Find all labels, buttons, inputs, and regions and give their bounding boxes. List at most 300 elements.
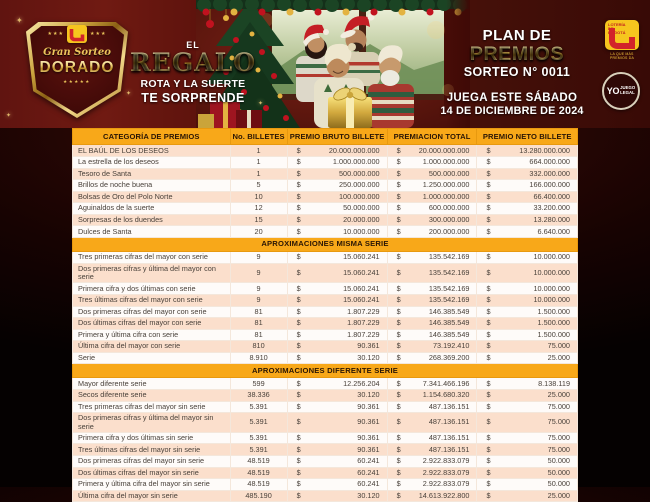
amount-value: 1.000.000.000 bbox=[332, 157, 380, 167]
currency-symbol: $ bbox=[486, 433, 491, 443]
tickets-cell: 1 bbox=[230, 156, 287, 168]
tickets-cell: 9 bbox=[230, 251, 287, 263]
prize-row bbox=[73, 156, 578, 168]
amount-value: 10.000.000 bbox=[533, 283, 570, 293]
amount-value: 10.000.000 bbox=[533, 252, 570, 262]
badge-script-text: Gran Sorteo bbox=[43, 47, 111, 58]
currency-symbol: $ bbox=[396, 267, 401, 277]
category-cell: Secos diferente serie bbox=[73, 389, 231, 401]
net-prize-cell bbox=[477, 444, 578, 456]
total-prize-cell bbox=[387, 294, 477, 306]
category-cell: Dos primeras cifras del mayor con serie bbox=[73, 306, 231, 318]
loteria-de-bogota-logo bbox=[602, 20, 642, 60]
prize-row bbox=[73, 214, 578, 226]
net-prize-cell bbox=[477, 168, 578, 180]
amount-value: 1.250.000.000 bbox=[422, 180, 470, 190]
currency-symbol: $ bbox=[486, 353, 491, 362]
amount-value: 664.000.000 bbox=[529, 157, 570, 167]
amount-value: 13.280.000 bbox=[533, 215, 570, 225]
sparkle-icon: ✦ bbox=[16, 16, 23, 25]
loteria-logo-name: LOTERÍA DE BOGOTÁ bbox=[608, 22, 626, 36]
total-prize-cell bbox=[387, 168, 477, 180]
tickets-cell: 81 bbox=[230, 318, 287, 330]
currency-symbol: $ bbox=[296, 318, 301, 328]
tickets-cell: 38.336 bbox=[230, 389, 287, 401]
amount-value: 146.385.549 bbox=[428, 318, 470, 328]
amount-value: 500.000.000 bbox=[339, 168, 380, 178]
gross-prize-cell bbox=[287, 226, 387, 238]
category-cell: Última cifra del mayor sin serie bbox=[73, 490, 231, 502]
net-prize-cell bbox=[477, 456, 578, 468]
currency-symbol: $ bbox=[486, 283, 491, 293]
legal-badge-juego: JUEGO bbox=[620, 85, 636, 91]
currency-symbol: $ bbox=[486, 295, 491, 305]
total-prize-cell bbox=[387, 352, 477, 364]
tickets-cell: 1 bbox=[230, 145, 287, 157]
yo-juego-legal-badge bbox=[602, 72, 640, 110]
tickets-cell: 9 bbox=[230, 263, 287, 283]
currency-symbol: $ bbox=[296, 479, 301, 489]
plan-line2: PREMIOS bbox=[452, 44, 582, 64]
currency-symbol: $ bbox=[396, 191, 401, 201]
amount-value: 135.542.169 bbox=[428, 252, 470, 262]
currency-symbol: $ bbox=[396, 490, 401, 500]
badge-stars-right: ★★★ bbox=[90, 30, 107, 37]
currency-symbol: $ bbox=[396, 353, 401, 362]
amount-value: 12.256.204 bbox=[343, 378, 380, 388]
amount-value: 146.385.549 bbox=[428, 306, 470, 316]
currency-symbol: $ bbox=[396, 306, 401, 316]
gross-prize-cell bbox=[287, 191, 387, 203]
tagline-el: EL bbox=[186, 40, 200, 50]
category-cell: Brillos de noche buena bbox=[73, 180, 231, 192]
schedule-line1: JUEGA ESTE SÁBADO bbox=[446, 92, 578, 104]
category-cell: Mayor diferente serie bbox=[73, 378, 231, 390]
category-cell: Tesoro de Santa bbox=[73, 168, 231, 180]
amount-value: 300.000.000 bbox=[428, 215, 470, 225]
amount-value: 90.361 bbox=[357, 341, 380, 351]
net-prize-cell bbox=[477, 226, 578, 238]
amount-value: 25.000 bbox=[547, 353, 570, 362]
currency-symbol: $ bbox=[296, 306, 301, 316]
amount-value: 25.000 bbox=[547, 390, 570, 400]
currency-symbol: $ bbox=[396, 378, 401, 388]
amount-value: 2.922.833.079 bbox=[422, 467, 470, 477]
net-prize-cell bbox=[477, 490, 578, 502]
net-prize-cell bbox=[477, 156, 578, 168]
net-prize-cell bbox=[477, 306, 578, 318]
category-cell: Dos primeras cifras y última del mayor con serie bbox=[73, 263, 231, 283]
category-cell: Primera cifra y dos últimas con serie bbox=[73, 283, 231, 295]
legal-badge-yo: YO bbox=[606, 86, 620, 96]
amount-value: 135.542.169 bbox=[428, 295, 470, 305]
currency-symbol: $ bbox=[296, 433, 301, 443]
total-prize-cell bbox=[387, 490, 477, 502]
tickets-cell: 48.519 bbox=[230, 479, 287, 491]
total-prize-cell bbox=[387, 203, 477, 215]
amount-value: 8.138.119 bbox=[538, 378, 570, 388]
category-cell: EL BAÚL DE LOS DESEOS bbox=[73, 145, 231, 157]
category-cell: Sorpresas de los duendes bbox=[73, 214, 231, 226]
amount-value: 73.192.410 bbox=[432, 341, 470, 351]
total-prize-cell bbox=[387, 306, 477, 318]
amount-value: 50.000.000 bbox=[343, 203, 380, 213]
currency-symbol: $ bbox=[396, 444, 401, 454]
amount-value: 90.361 bbox=[357, 401, 380, 411]
prize-table-head-row bbox=[73, 129, 578, 145]
total-prize-cell bbox=[387, 479, 477, 491]
prize-row bbox=[73, 168, 578, 180]
total-prize-cell bbox=[387, 467, 477, 479]
prize-row bbox=[73, 180, 578, 192]
gross-prize-cell bbox=[287, 401, 387, 413]
prize-plan bbox=[72, 128, 578, 502]
category-cell: Tres primeras cifras del mayor con serie bbox=[73, 251, 231, 263]
amount-value: 10.000.000 bbox=[343, 226, 380, 236]
currency-symbol: $ bbox=[486, 145, 491, 155]
prize-table bbox=[72, 128, 578, 502]
currency-symbol: $ bbox=[296, 341, 301, 351]
currency-symbol: $ bbox=[486, 203, 491, 213]
gross-prize-cell bbox=[287, 294, 387, 306]
total-prize-cell bbox=[387, 318, 477, 330]
gross-prize-cell bbox=[287, 251, 387, 263]
currency-symbol: $ bbox=[486, 329, 491, 339]
tickets-cell: 5.391 bbox=[230, 401, 287, 413]
badge-stars-left: ★★★ bbox=[47, 30, 64, 37]
category-cell: Dulces de Santa bbox=[73, 226, 231, 238]
gross-prize-cell bbox=[287, 413, 387, 433]
currency-symbol: $ bbox=[486, 479, 491, 489]
tickets-cell: 15 bbox=[230, 214, 287, 226]
currency-symbol: $ bbox=[396, 417, 401, 427]
gross-prize-cell bbox=[287, 490, 387, 502]
tickets-cell: 81 bbox=[230, 306, 287, 318]
currency-symbol: $ bbox=[486, 168, 491, 178]
amount-value: 250.000.000 bbox=[339, 180, 380, 190]
net-prize-cell bbox=[477, 203, 578, 215]
amount-value: 90.361 bbox=[357, 417, 380, 427]
gross-prize-cell bbox=[287, 352, 387, 364]
gross-prize-cell bbox=[287, 180, 387, 192]
category-cell: Tres últimas cifras del mayor con serie bbox=[73, 294, 231, 306]
currency-symbol: $ bbox=[296, 203, 301, 213]
prize-row bbox=[73, 203, 578, 215]
category-cell: Primera y última cifra con serie bbox=[73, 329, 231, 341]
tickets-cell: 81 bbox=[230, 329, 287, 341]
badge-title: DORADO bbox=[26, 59, 128, 77]
amount-value: 2.922.833.079 bbox=[422, 456, 470, 466]
sorteo-number: SORTEO N° 0011 bbox=[463, 65, 571, 80]
category-cell: Bolsas de Oro del Polo Norte bbox=[73, 191, 231, 203]
net-prize-cell bbox=[477, 145, 578, 157]
currency-symbol: $ bbox=[486, 215, 491, 225]
amount-value: 1.154.680.320 bbox=[422, 390, 470, 400]
amount-value: 60.241 bbox=[357, 467, 380, 477]
prize-row bbox=[73, 329, 578, 341]
total-prize-cell bbox=[387, 251, 477, 263]
amount-value: 200.000.000 bbox=[428, 226, 470, 236]
prize-row bbox=[73, 145, 578, 157]
plan-line1: PLAN DE bbox=[482, 27, 552, 44]
gross-prize-cell bbox=[287, 318, 387, 330]
currency-symbol: $ bbox=[296, 283, 301, 293]
tickets-cell: 5.391 bbox=[230, 413, 287, 433]
gross-prize-cell bbox=[287, 203, 387, 215]
category-cell: Dos últimas cifras del mayor con serie bbox=[73, 318, 231, 330]
prize-row bbox=[73, 191, 578, 203]
draw-schedule bbox=[430, 92, 594, 117]
currency-symbol: $ bbox=[486, 444, 491, 454]
currency-symbol: $ bbox=[486, 401, 491, 411]
prize-row bbox=[73, 401, 578, 413]
tickets-cell: 599 bbox=[230, 378, 287, 390]
currency-symbol: $ bbox=[296, 417, 301, 427]
category-cell: Primera cifra y dos últimas sin serie bbox=[73, 432, 231, 444]
prize-row bbox=[73, 389, 578, 401]
gross-prize-cell bbox=[287, 283, 387, 295]
currency-symbol: $ bbox=[296, 401, 301, 411]
loteria-logo-box bbox=[605, 20, 639, 50]
currency-symbol: $ bbox=[486, 157, 491, 167]
category-cell: Dos primeras cifras y última del mayor sin serie bbox=[73, 413, 231, 433]
net-prize-cell bbox=[477, 214, 578, 226]
currency-symbol: $ bbox=[296, 145, 301, 155]
net-prize-cell bbox=[477, 329, 578, 341]
amount-value: 33.200.000 bbox=[533, 203, 570, 213]
amount-value: 487.136.151 bbox=[428, 433, 470, 443]
amount-value: 50.000 bbox=[547, 479, 570, 489]
prize-table-body bbox=[73, 145, 578, 502]
total-prize-cell bbox=[387, 432, 477, 444]
amount-value: 7.341.466.196 bbox=[422, 378, 470, 388]
amount-value: 600.000.000 bbox=[428, 203, 470, 213]
prize-row bbox=[73, 413, 578, 433]
amount-value: 50.000 bbox=[547, 467, 570, 477]
amount-value: 1.807.229 bbox=[347, 329, 380, 339]
legal-badge-legal: LEGAL bbox=[620, 90, 635, 95]
total-prize-cell bbox=[387, 401, 477, 413]
amount-value: 66.400.000 bbox=[533, 191, 570, 201]
column-header: PREMIO NETO BILLETE bbox=[477, 129, 578, 145]
currency-symbol: $ bbox=[486, 467, 491, 477]
amount-value: 75.000 bbox=[547, 444, 570, 454]
loteria-slogan: LA QUE MÁS PREMIOS DA bbox=[610, 52, 634, 60]
tickets-cell: 9 bbox=[230, 283, 287, 295]
amount-value: 100.000.000 bbox=[339, 191, 380, 201]
amount-value: 50.000 bbox=[547, 456, 570, 466]
prize-row bbox=[73, 341, 578, 353]
net-prize-cell bbox=[477, 191, 578, 203]
currency-symbol: $ bbox=[296, 226, 301, 236]
currency-symbol: $ bbox=[486, 378, 491, 388]
tickets-cell: 5 bbox=[230, 180, 287, 192]
currency-symbol: $ bbox=[486, 341, 491, 351]
section-title: APROXIMACIONES DIFERENTE SERIE bbox=[73, 364, 578, 378]
amount-value: 15.060.241 bbox=[343, 295, 380, 305]
net-prize-cell bbox=[477, 413, 578, 433]
currency-symbol: $ bbox=[296, 444, 301, 454]
currency-symbol: $ bbox=[396, 215, 401, 225]
tickets-cell: 20 bbox=[230, 226, 287, 238]
total-prize-cell bbox=[387, 341, 477, 353]
total-prize-cell bbox=[387, 214, 477, 226]
banner bbox=[0, 0, 650, 128]
tickets-cell: 1 bbox=[230, 168, 287, 180]
net-prize-cell bbox=[477, 263, 578, 283]
sparkle-icon: ✦ bbox=[258, 101, 264, 107]
net-prize-cell bbox=[477, 479, 578, 491]
prize-row bbox=[73, 467, 578, 479]
tickets-cell: 5.391 bbox=[230, 432, 287, 444]
tagline-title: REGALO bbox=[120, 50, 266, 75]
category-cell: Tres primeras cifras del mayor sin serie bbox=[73, 401, 231, 413]
currency-symbol: $ bbox=[296, 390, 301, 400]
amount-value: 2.922.833.079 bbox=[422, 479, 470, 489]
net-prize-cell bbox=[477, 401, 578, 413]
currency-symbol: $ bbox=[396, 252, 401, 262]
column-header: CATEGORÍA DE PREMIOS bbox=[73, 129, 231, 145]
net-prize-cell bbox=[477, 378, 578, 390]
currency-symbol: $ bbox=[396, 433, 401, 443]
gross-prize-cell bbox=[287, 444, 387, 456]
currency-symbol: $ bbox=[486, 267, 491, 277]
currency-symbol: $ bbox=[396, 318, 401, 328]
amount-value: 135.542.169 bbox=[428, 267, 470, 277]
prize-table-head bbox=[73, 129, 578, 145]
amount-value: 268.369.200 bbox=[428, 353, 470, 362]
amount-value: 135.542.169 bbox=[428, 283, 470, 293]
amount-value: 166.000.000 bbox=[529, 180, 570, 190]
amount-value: 90.361 bbox=[357, 444, 380, 454]
total-prize-cell bbox=[387, 456, 477, 468]
prize-row bbox=[73, 318, 578, 330]
total-prize-cell bbox=[387, 283, 477, 295]
currency-symbol: $ bbox=[486, 306, 491, 316]
tickets-cell: 10 bbox=[230, 191, 287, 203]
total-prize-cell bbox=[387, 413, 477, 433]
category-cell: Dos últimas cifras del mayor sin serie bbox=[73, 467, 231, 479]
category-cell: Tres últimas cifras del mayor sin serie bbox=[73, 444, 231, 456]
prize-row bbox=[73, 283, 578, 295]
currency-symbol: $ bbox=[296, 267, 301, 277]
currency-symbol: $ bbox=[396, 390, 401, 400]
gross-prize-cell bbox=[287, 145, 387, 157]
currency-symbol: $ bbox=[486, 180, 491, 190]
gross-prize-cell bbox=[287, 306, 387, 318]
amount-value: 332.000.000 bbox=[529, 168, 570, 178]
net-prize-cell bbox=[477, 467, 578, 479]
amount-value: 20.000.000 bbox=[343, 215, 380, 225]
amount-value: 1.000.000.000 bbox=[422, 191, 470, 201]
column-header: PREMIACION TOTAL bbox=[387, 129, 477, 145]
currency-symbol: $ bbox=[296, 456, 301, 466]
currency-symbol: $ bbox=[296, 353, 301, 362]
currency-symbol: $ bbox=[396, 401, 401, 411]
gross-prize-cell bbox=[287, 456, 387, 468]
total-prize-cell bbox=[387, 444, 477, 456]
amount-value: 25.000 bbox=[547, 490, 570, 500]
category-cell: Última cifra del mayor con serie bbox=[73, 341, 231, 353]
amount-value: 6.640.000 bbox=[537, 226, 570, 236]
amount-value: 1.000.000.000 bbox=[422, 157, 470, 167]
amount-value: 10.000.000 bbox=[533, 295, 570, 305]
net-prize-cell bbox=[477, 432, 578, 444]
currency-symbol: $ bbox=[296, 295, 301, 305]
amount-value: 10.000.000 bbox=[533, 267, 570, 277]
amount-value: 1.500.000 bbox=[537, 306, 570, 316]
tickets-cell: 8.910 bbox=[230, 352, 287, 364]
gross-prize-cell bbox=[287, 156, 387, 168]
gross-prize-cell bbox=[287, 378, 387, 390]
prize-row bbox=[73, 456, 578, 468]
currency-symbol: $ bbox=[396, 283, 401, 293]
prize-row bbox=[73, 251, 578, 263]
gross-prize-cell bbox=[287, 168, 387, 180]
category-cell: Primera y última cifra del mayor sin serie bbox=[73, 479, 231, 491]
tagline-line2: TE SORPRENDE bbox=[141, 91, 245, 105]
amount-value: 487.136.151 bbox=[428, 444, 470, 454]
prize-row bbox=[73, 378, 578, 390]
currency-symbol: $ bbox=[296, 191, 301, 201]
amount-value: 487.136.151 bbox=[428, 417, 470, 427]
gran-sorteo-dorado-badge bbox=[26, 12, 128, 120]
net-prize-cell bbox=[477, 318, 578, 330]
gross-prize-cell bbox=[287, 432, 387, 444]
amount-value: 30.120 bbox=[357, 353, 380, 362]
prize-row bbox=[73, 263, 578, 283]
currency-symbol: $ bbox=[396, 180, 401, 190]
amount-value: 60.241 bbox=[357, 479, 380, 489]
amount-value: 13.280.000.000 bbox=[519, 145, 570, 155]
currency-symbol: $ bbox=[396, 168, 401, 178]
gross-prize-cell bbox=[287, 263, 387, 283]
amount-value: 20.000.000.000 bbox=[418, 145, 470, 155]
net-prize-cell bbox=[477, 389, 578, 401]
currency-symbol: $ bbox=[396, 226, 401, 236]
total-prize-cell bbox=[387, 191, 477, 203]
amount-value: 75.000 bbox=[547, 401, 570, 411]
amount-value: 500.000.000 bbox=[428, 168, 470, 178]
amount-value: 20.000.000.000 bbox=[328, 145, 380, 155]
gross-prize-cell bbox=[287, 329, 387, 341]
currency-symbol: $ bbox=[296, 215, 301, 225]
total-prize-cell bbox=[387, 389, 477, 401]
amount-value: 60.241 bbox=[357, 456, 380, 466]
currency-symbol: $ bbox=[486, 191, 491, 201]
prize-row bbox=[73, 490, 578, 502]
currency-symbol: $ bbox=[396, 467, 401, 477]
currency-symbol: $ bbox=[486, 490, 491, 500]
section-header-row bbox=[73, 238, 578, 252]
currency-symbol: $ bbox=[396, 145, 401, 155]
net-prize-cell bbox=[477, 251, 578, 263]
amount-value: 14.613.922.800 bbox=[418, 490, 470, 500]
currency-symbol: $ bbox=[396, 456, 401, 466]
tickets-cell: 48.519 bbox=[230, 467, 287, 479]
tickets-cell: 5.391 bbox=[230, 444, 287, 456]
currency-symbol: $ bbox=[296, 252, 301, 262]
category-cell: La estrella de los deseos bbox=[73, 156, 231, 168]
amount-value: 487.136.151 bbox=[428, 401, 470, 411]
tagline-line1: ROTA Y LA SUERTE bbox=[140, 78, 246, 90]
prize-row bbox=[73, 444, 578, 456]
tickets-cell: 12 bbox=[230, 203, 287, 215]
currency-symbol: $ bbox=[296, 467, 301, 477]
currency-symbol: $ bbox=[296, 168, 301, 178]
total-prize-cell bbox=[387, 180, 477, 192]
section-title: APROXIMACIONES MISMA SERIE bbox=[73, 238, 578, 252]
